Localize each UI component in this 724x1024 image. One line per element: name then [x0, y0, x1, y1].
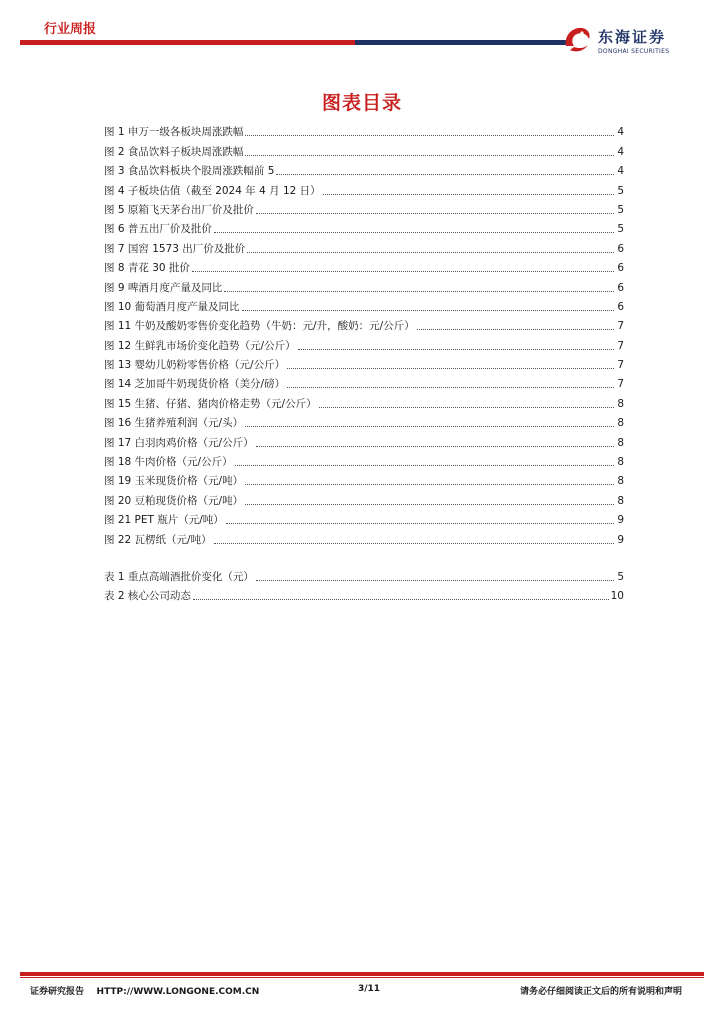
toc-entry-label: 图 22 瓦楞纸（元/吨） [104, 533, 212, 546]
dot-leader [242, 309, 614, 311]
toc-figure-entry[interactable] [104, 353, 624, 372]
footer-rule-thin [20, 977, 704, 978]
dot-leader [256, 445, 614, 447]
toc-entry-label: 图 10 葡萄酒月度产量及同比 [104, 300, 240, 313]
dot-leader [323, 193, 614, 195]
toc-figure-entry[interactable] [104, 527, 624, 546]
toc-entry-page: 6 [617, 281, 624, 294]
dot-leader [192, 270, 614, 272]
toc-entry-page: 7 [617, 320, 624, 333]
toc-figure-entry[interactable] [104, 159, 624, 178]
toc-title: 图表目录 [321, 92, 402, 114]
toc-figure-entry[interactable] [104, 198, 624, 217]
toc-table-entry[interactable] [104, 565, 624, 584]
toc-entry-page: 7 [617, 378, 624, 391]
toc-entry-label: 图 2 食品饮料子板块周涨跌幅 [104, 145, 244, 158]
toc-entry-page: 8 [617, 436, 624, 449]
toc-entry-label: 图 17 白羽肉鸡价格（元/公斤） [104, 436, 254, 449]
toc-entry-label: 图 15 生猪、仔猪、猪肉价格走势（元/公斤） [104, 397, 317, 410]
page-number: 3/11 [358, 984, 381, 994]
toc-entry-page: 8 [617, 475, 624, 488]
footer-site: 证券研究报告 HTTP://WWW.LONGONE.COM.CN [30, 987, 260, 997]
dot-leader [214, 231, 614, 233]
toc-figure-entry[interactable] [104, 469, 624, 488]
toc-entry-page: 7 [617, 359, 624, 372]
toc-entry-label: 图 1 申万一级各板块周涨跌幅 [104, 126, 244, 139]
toc-entry-label: 图 5 原箱飞天茅台出厂价及批价 [104, 203, 254, 216]
toc-entry-label: 图 16 生猪养殖利润（元/头） [104, 417, 244, 430]
toc-entry-label: 图 14 芝加哥牛奶现货价格（美分/磅） [104, 378, 286, 391]
dot-leader [287, 386, 614, 388]
toc-figure-entry[interactable] [104, 488, 624, 507]
toc-entry-page: 6 [617, 300, 624, 313]
footer-rule [20, 972, 704, 976]
dragon-emblem-icon [560, 22, 594, 56]
toc-entry-label: 图 19 玉米现货价格（元/吨） [104, 475, 244, 488]
toc-entry-label: 图 4 子板块估值（截至 2024 年 4 月 12 日） [104, 184, 321, 197]
dot-leader [193, 598, 609, 600]
toc-entry-label: 图 9 啤酒月度产量及同比 [104, 281, 223, 294]
toc-figure-entry[interactable] [104, 178, 624, 197]
toc-figure-entry[interactable] [104, 508, 624, 527]
dot-leader [256, 212, 614, 214]
toc-entry-page: 9 [617, 514, 624, 527]
toc-figure-entry[interactable] [104, 217, 624, 236]
toc-entry-label: 图 21 PET 瓶片（元/吨） [104, 514, 224, 527]
toc-entry-page: 8 [617, 417, 624, 430]
toc-entry-label: 表 2 核心公司动态 [104, 590, 191, 603]
toc-entry-page: 6 [617, 262, 624, 275]
toc-figure-entry[interactable] [104, 450, 624, 469]
toc-figure-entry[interactable] [104, 314, 624, 333]
toc-figure-entry[interactable] [104, 275, 624, 294]
dot-leader [276, 173, 614, 175]
dot-leader [224, 290, 614, 292]
toc-figure-entry[interactable] [104, 430, 624, 449]
toc-table-entry[interactable] [104, 584, 624, 603]
toc-entry-label: 图 12 生鲜乳市场价变化趋势（元/公斤） [104, 339, 296, 352]
toc-figure-entry[interactable] [104, 372, 624, 391]
toc-figure-entry[interactable] [104, 256, 624, 275]
toc-entry-label: 图 6 普五出厂价及批价 [104, 223, 212, 236]
toc-figure-entry[interactable] [104, 139, 624, 158]
dot-leader [245, 134, 614, 136]
brand-logo [560, 20, 710, 60]
toc-entry-page: 8 [617, 456, 624, 469]
dot-leader [287, 367, 614, 369]
dot-leader [245, 483, 614, 485]
toc-entry-label: 图 8 青花 30 批价 [104, 262, 190, 275]
dot-leader [298, 348, 614, 350]
brand-name-en: DONGHAI SECURITIES [598, 48, 670, 55]
toc-entry-page: 9 [617, 533, 624, 546]
toc-figure-entry[interactable] [104, 391, 624, 410]
toc-entry-page: 5 [617, 203, 624, 216]
toc-entry-page: 10 [610, 590, 624, 603]
toc-entry-page: 8 [617, 397, 624, 410]
toc-entry-label: 图 7 国窖 1573 出厂价及批价 [104, 242, 246, 255]
toc-entry-label: 图 20 豆粕现货价格（元/吨） [104, 494, 244, 507]
toc-entry-page: 5 [617, 184, 624, 197]
header-rule-red [20, 40, 355, 45]
toc-figure-entry[interactable] [104, 295, 624, 314]
toc-entry-page: 5 [617, 223, 624, 236]
dot-leader [226, 522, 614, 524]
dot-leader [245, 425, 614, 427]
toc-entry-label: 表 1 重点高端酒批价变化（元） [104, 570, 254, 583]
toc-entry-page: 4 [617, 165, 624, 178]
dot-leader [245, 154, 614, 156]
header-rule-navy [355, 40, 566, 45]
brand-name-cn: 东海证券 [598, 28, 667, 46]
toc-entry-page: 6 [617, 242, 624, 255]
toc-figure-entry[interactable] [104, 411, 624, 430]
toc-entry-page: 5 [617, 570, 624, 583]
footer-disclaimer: 请务必仔细阅读正文后的所有说明和声明 [520, 987, 683, 997]
dot-leader [247, 251, 614, 253]
toc-entry-label: 图 11 牛奶及酸奶零售价变化趋势（牛奶：元/升，酸奶：元/公斤） [104, 320, 415, 333]
dot-leader [214, 542, 614, 544]
table-of-figures [104, 120, 624, 603]
toc-entry-label: 图 13 婴幼儿奶粉零售价格（元/公斤） [104, 359, 286, 372]
section-label: 行业周报 [44, 22, 97, 37]
toc-figure-entry[interactable] [104, 236, 624, 255]
toc-figure-entry[interactable] [104, 120, 624, 139]
toc-entry-label: 图 3 食品饮料板块个股周涨跌幅前 5 [104, 165, 275, 178]
dot-leader [256, 579, 614, 581]
toc-entry-page: 8 [617, 494, 624, 507]
dot-leader [417, 328, 614, 330]
dot-leader [235, 464, 614, 466]
toc-entry-label: 图 18 牛肉价格（元/公斤） [104, 456, 233, 469]
toc-entry-page: 4 [617, 126, 624, 139]
toc-spacer [104, 547, 624, 565]
toc-entry-page: 7 [617, 339, 624, 352]
dot-leader [245, 503, 614, 505]
dot-leader [319, 406, 614, 408]
toc-entry-page: 4 [617, 145, 624, 158]
toc-figure-entry[interactable] [104, 333, 624, 352]
